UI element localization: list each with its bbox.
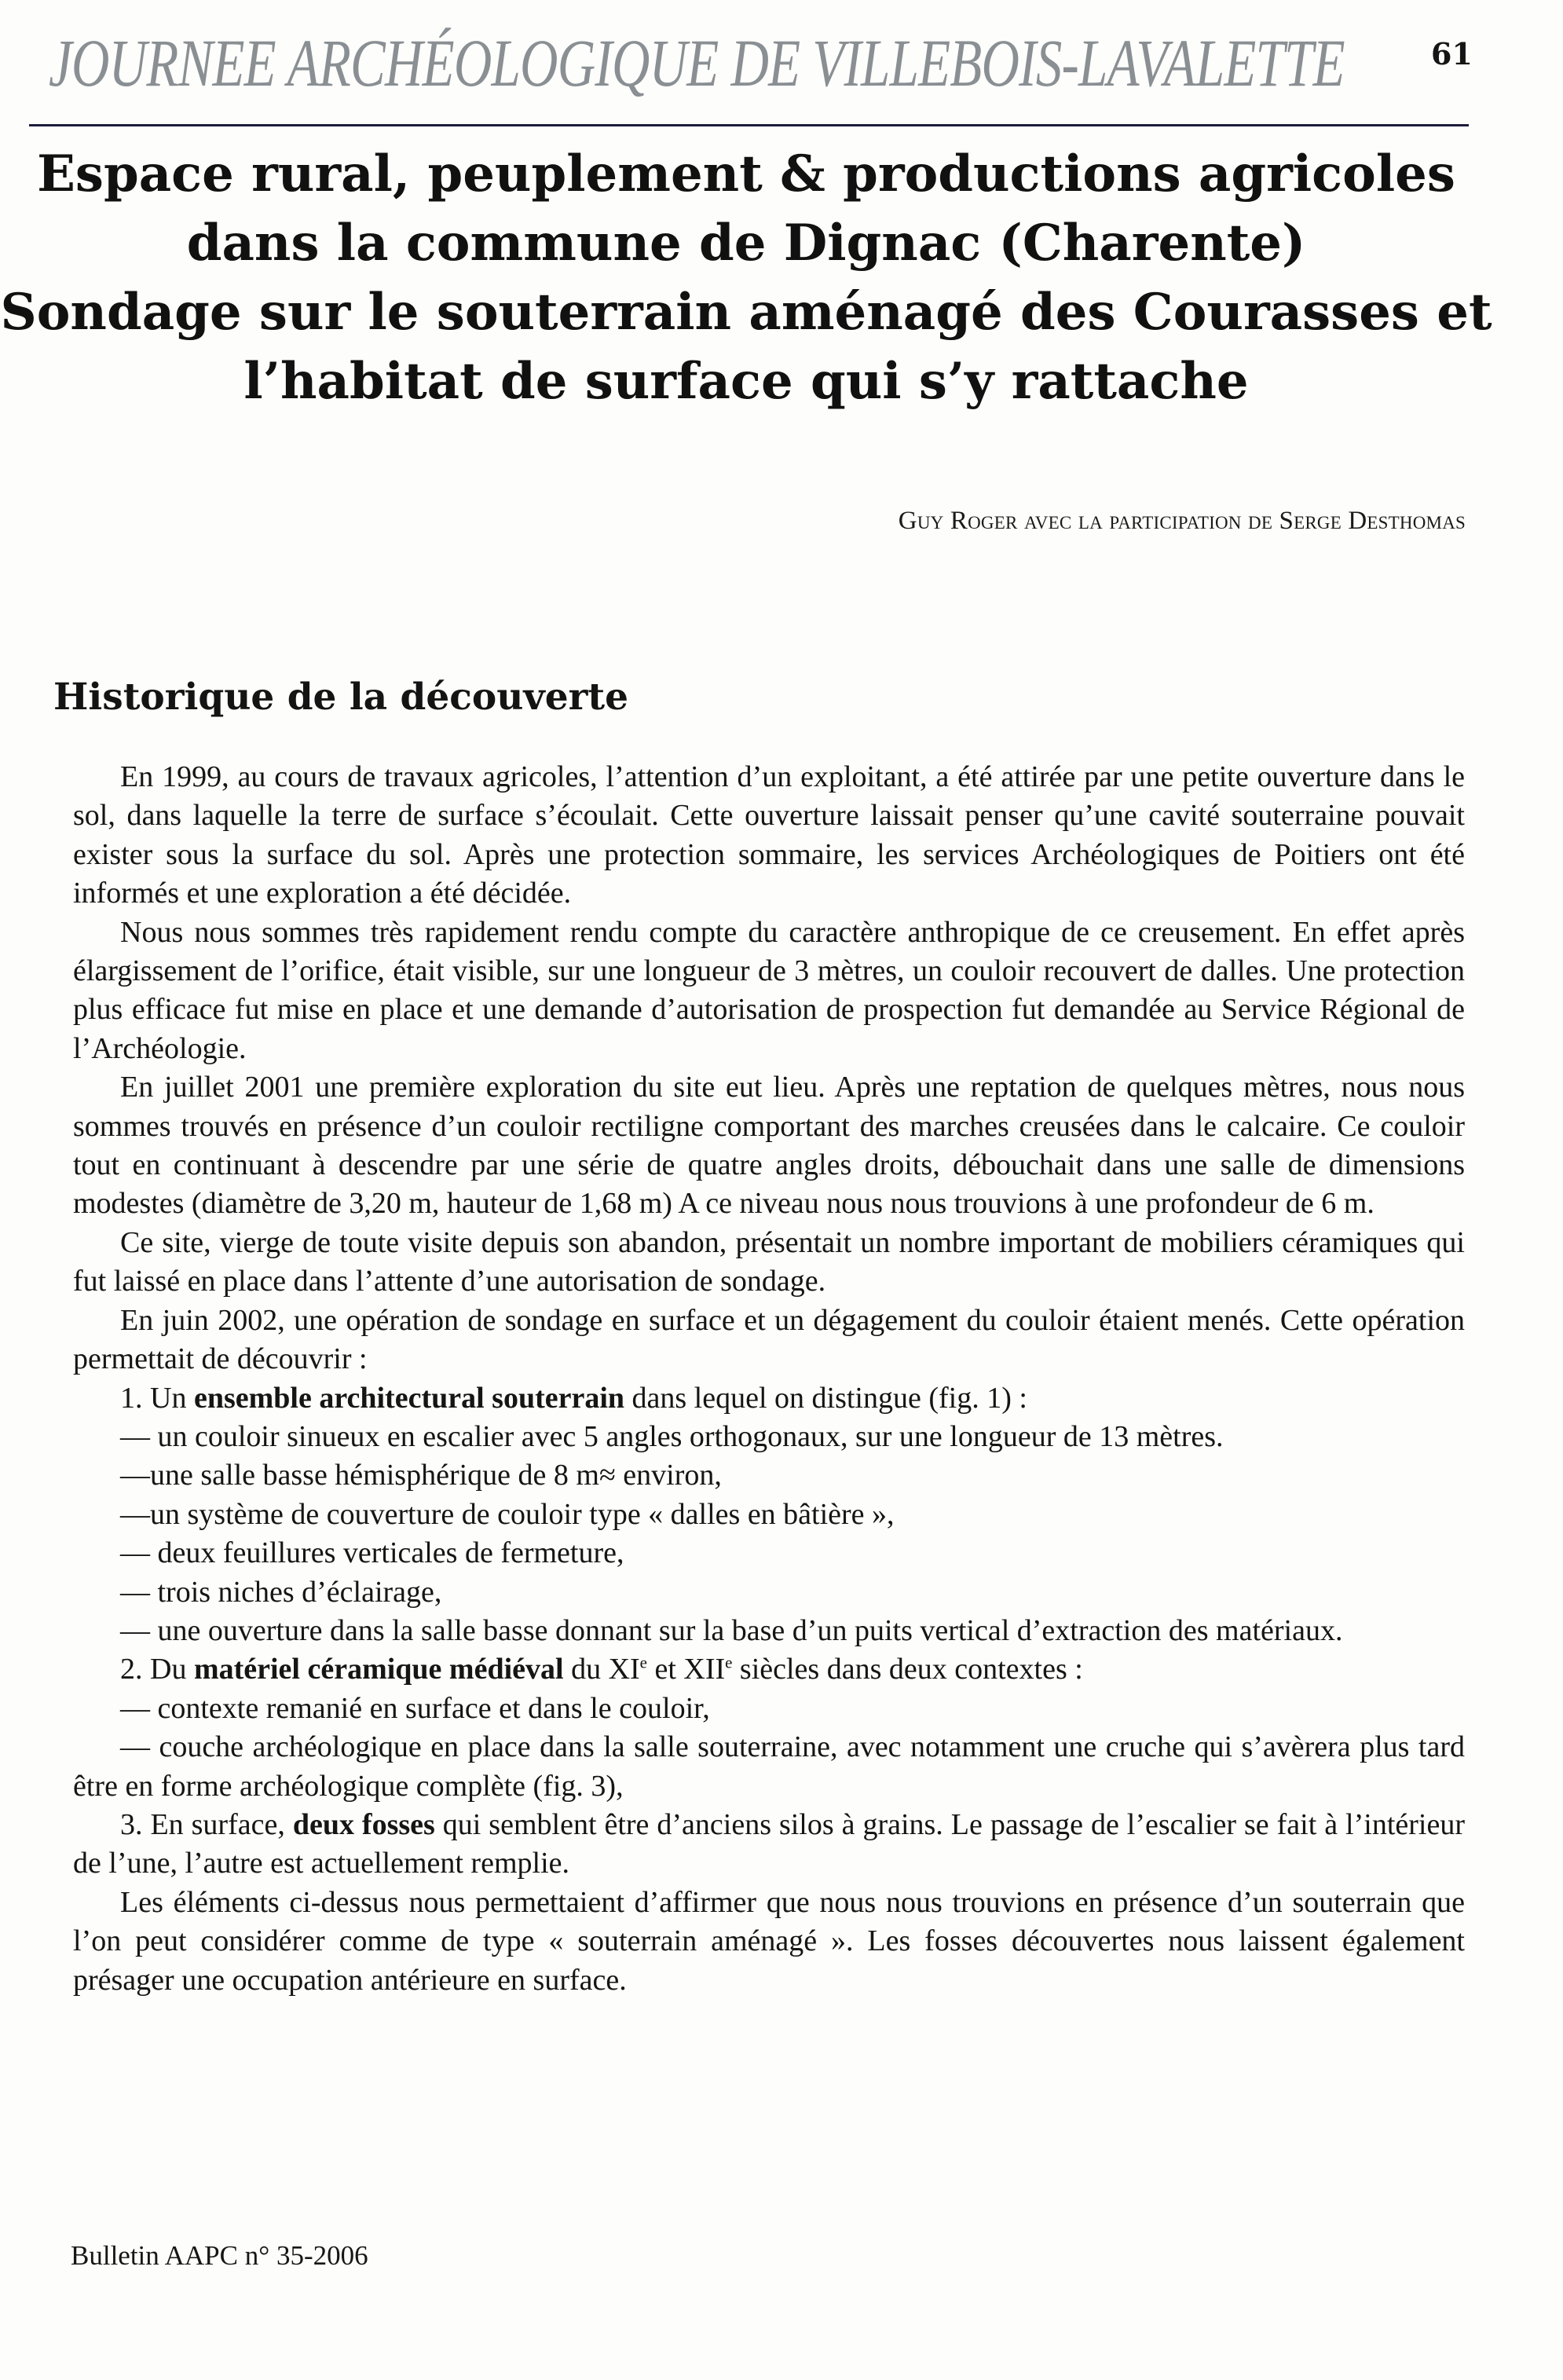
running-header-title: JOURNEE ARCHÉOLOGIQUE DE VILLEBOIS-LAVALETTE [49,25,1345,101]
dash-item: — une ouverture dans la salle basse donnant sur la base d’un puits vertical d’extraction des matériaux. [120,1613,1343,1647]
title-line-1: Espace rural, peuplement & productions agricoles [37,145,1455,203]
list-item-2 [73,1650,1465,1689]
superscript: e [725,1653,733,1672]
title-line-3: Sondage sur le souterrain aménagé des Courasses et [0,283,1492,342]
paragraph: En juin 2002, une opération de sondage en surface et un dégagement du couloir étaient menés. Cette opération permettait de découvrir : [73,1303,1465,1376]
list-item-emphasis: ensemble architectural souterrain [193,1381,625,1415]
title-line-2: dans la commune de Dignac (Charente) [186,214,1306,273]
paragraph: Ce site, vierge de toute visite depuis son abandon, présentait un nombre important de mobiliers céramiques qui fut laissé en place dans l’attente d’une autorisation de sondage. [73,1225,1465,1298]
article-title [0,140,1492,416]
century-text: et XII [646,1653,726,1686]
list-item-prefix: 3. En surface, [120,1807,293,1841]
list-item-suffix: dans lequel on distingue (fig. 1) : [624,1381,1027,1415]
article-body [73,758,1465,2000]
paragraph: Nous nous sommes très rapidement rendu compte du caractère anthropique de ce creusement. En effet après élargissement de l’orifice, était visible, sur une longueur de 3 mètres, un couloir recouvert de dalles. Une protection plus efficace fut mise en place et une demande d’autorisation de prospection fut demandée au Service Régional de l’Archéologie. [73,915,1465,1065]
conclusion-paragraph: Les éléments ci-dessus nous permettaient d’affirmer que nous nous trouvions en présence d’un souterrain que l’on peut considérer comme de type « souterrain aménagé ». Les fosses découvertes nous laissent également présager une occupation antérieure en surface. [73,1885,1465,1997]
list-item-prefix: 1. Un [120,1381,194,1415]
dash-item: —un système de couverture de couloir type « dalles en bâtière », [120,1497,895,1531]
list-item-emphasis: matériel céramique médiéval [193,1653,564,1686]
page-number: 61 [1431,36,1473,71]
dash-item: —une salle basse hémisphérique de 8 m≈ environ, [120,1459,722,1492]
title-line-4: l’habitat de surface qui s’y rattache [243,352,1249,411]
section-heading: Historique de la découverte [53,676,628,719]
paragraph: En 1999, au cours de travaux agricoles, l’attention d’un exploitant, a été attirée par une petite ouverture dans le sol, dans laquelle la terre de surface s’écoulait. Cette ouverture laissait penser qu’une cavité souterraine pouvait exister sous la surface du sol. Après une protection sommaire, les services Archéologiques de Poitiers ont été informés et une exploration a été décidée. [73,760,1465,910]
superscript: e [639,1653,647,1672]
footer-bulletin-reference: Bulletin AAPC n° 35-2006 [71,2240,368,2271]
header-rule-divider [29,124,1469,126]
list-item-1 [73,1379,1465,1418]
dash-item: — un couloir sinueux en escalier avec 5 angles orthogonaux, sur une longueur de 13 mètres. [120,1419,1224,1453]
dash-item: — couche archéologique en place dans la salle souterraine, avec notamment une cruche qui s’avèrera plus tard être en forme archéologique complète (fig. 3), [73,1730,1465,1803]
dash-item: — trois niches d’éclairage, [120,1575,442,1609]
century-text: du XI [563,1653,640,1686]
dash-item: — deux feuillures verticales de fermeture, [120,1536,624,1570]
dash-item: — contexte remanié en surface et dans le couloir, [120,1691,710,1725]
list-item-suffix: qui semblent être d’anciens silos à grains. Le passage de l’escalier se fait à l’intérieur de l’une, l’autre est actuellement remplie. [73,1807,1465,1880]
list-item-prefix: 2. Du [120,1653,194,1686]
author-byline: Guy Roger avec la participation de Serge Desthomas [898,507,1466,535]
list-item-3 [73,1806,1465,1884]
list-item-suffix: siècles dans deux contextes : [732,1653,1083,1686]
list-item-emphasis: deux fosses [292,1807,435,1841]
paragraph: En juillet 2001 une première exploration du site eut lieu. Après une reptation de quelques mètres, nous nous sommes trouvés en présence d’un couloir rectiligne comportant des marches creusées dans le calcaire. Ce couloir tout en continuant à descendre par une série de quatre angles droits, débouchait dans une salle de dimensions modestes (diamètre de 3,20 m, hauteur de 1,68 m) A ce niveau nous nous trouvions à une profondeur de 6 m. [73,1071,1465,1221]
